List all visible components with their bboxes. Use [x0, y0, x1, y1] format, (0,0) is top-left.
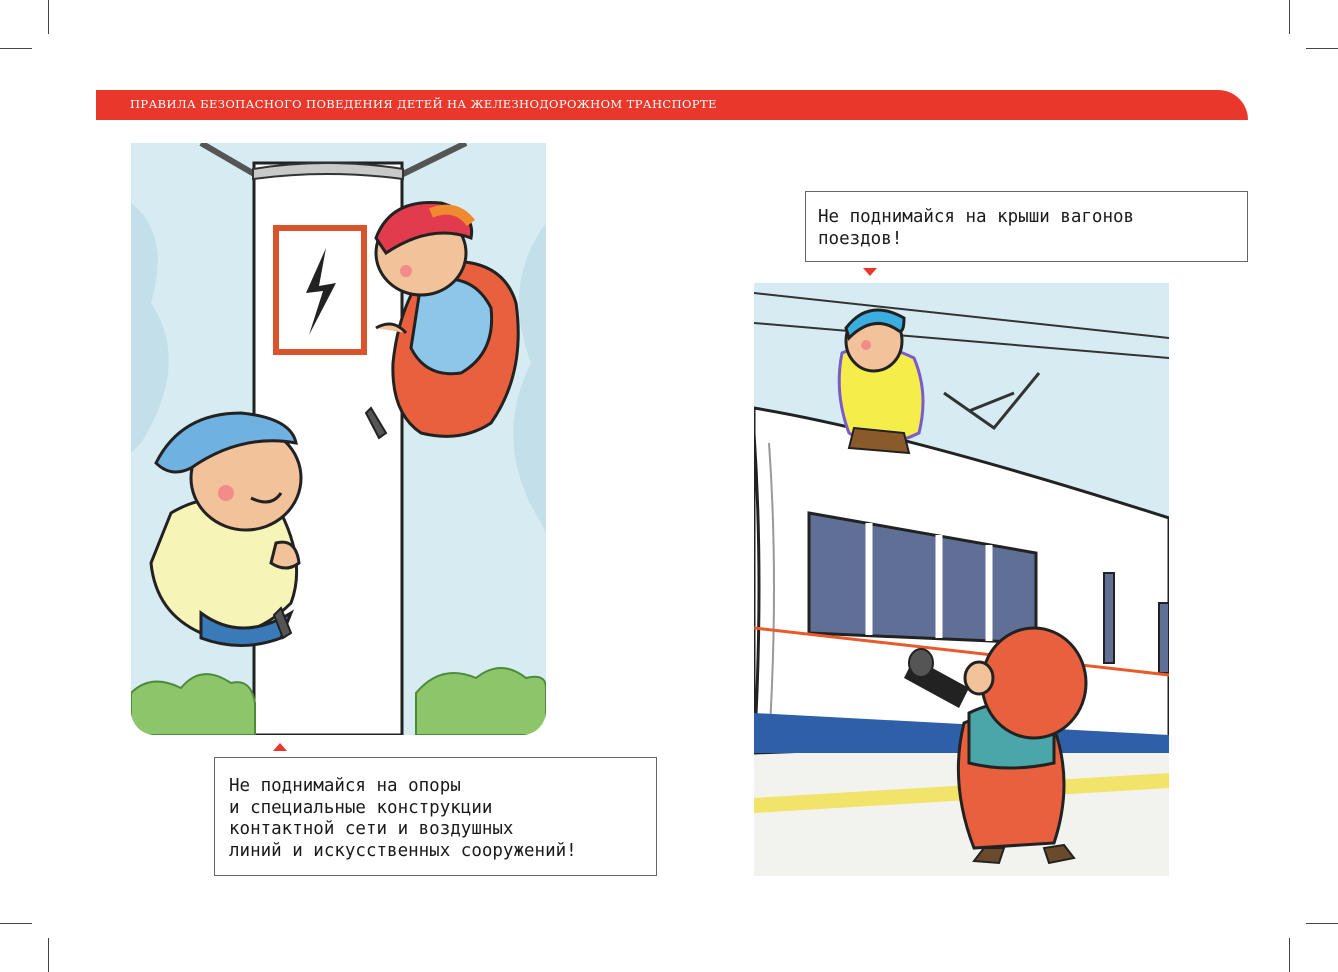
crop-mark [48, 0, 49, 34]
crop-mark [48, 938, 49, 972]
pole-scene-svg [131, 143, 546, 735]
crop-mark [1289, 0, 1290, 34]
crop-mark [1289, 938, 1290, 972]
illustration-train-roof [754, 283, 1169, 876]
caption-pointer-triangle-icon [863, 268, 877, 276]
caption-line: поездов! [818, 229, 903, 249]
header-title: ПРАВИЛА БЕЗОПАСНОГО ПОВЕДЕНИЯ ДЕТЕЙ НА ЖЕЛЕЗНОДОРОЖНОМ ТРАНСПОРТЕ [130, 97, 717, 111]
caption-line: контактной сети и воздушных [229, 819, 514, 839]
high-voltage-lightning-icon [276, 228, 364, 352]
header-bar [96, 90, 1248, 120]
caption-pointer-triangle-icon [273, 743, 287, 751]
crop-mark [0, 48, 32, 49]
crop-mark [1306, 48, 1338, 49]
train-scene-svg [754, 283, 1169, 876]
crop-mark [0, 923, 32, 924]
caption-line: Не поднимайся на опоры [229, 776, 461, 796]
lower-boy-figure [151, 413, 301, 646]
crop-mark [1306, 923, 1338, 924]
left-caption-box [214, 757, 657, 876]
caption-line: линий и искусственных сооружений! [229, 840, 577, 861]
right-caption-box [805, 191, 1248, 262]
caption-line: и специальные конструкции [229, 797, 493, 818]
caption-line: Не поднимайся на крыши вагонов [818, 207, 1135, 227]
illustration-pole-climbing [131, 143, 546, 735]
